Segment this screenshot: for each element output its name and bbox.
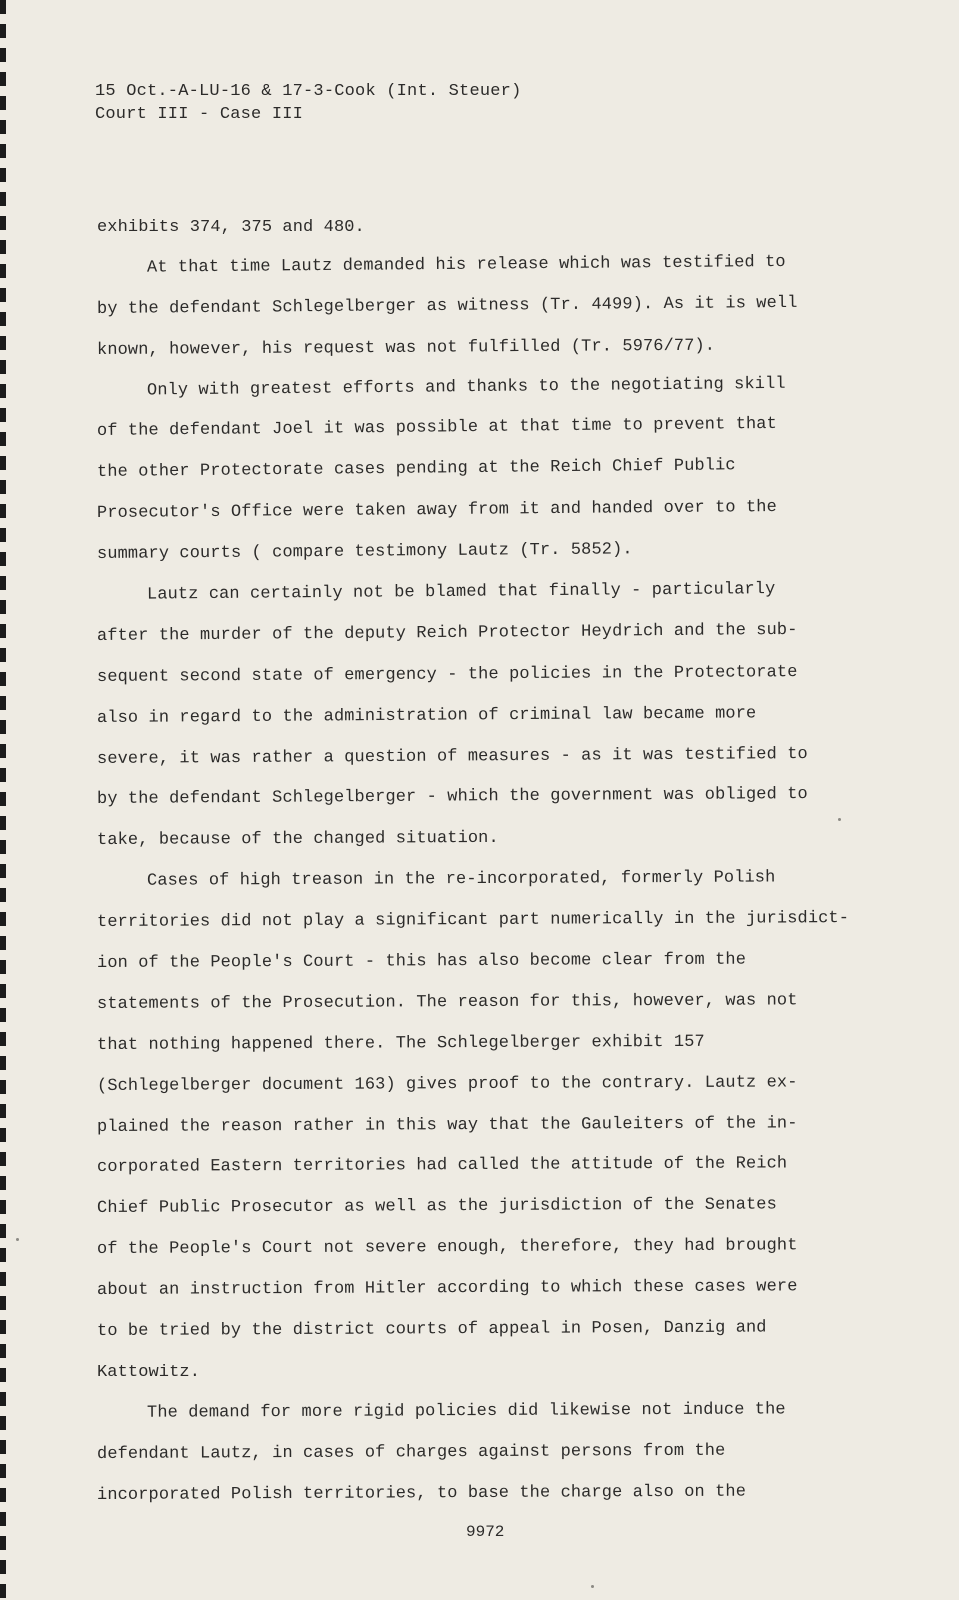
text-line: of the People's Court not severe enough, therefore, they had brought xyxy=(96,1236,798,1260)
text-line: also in regard to the administration of criminal law became more xyxy=(96,704,757,728)
text-line: that nothing happened there. The Schlegelberger exhibit 157 xyxy=(96,1032,705,1055)
text-line: At that time Lautz demanded his release which was testified to xyxy=(146,252,786,278)
text-line: plained the reason rather in this way that the Gauleiters of the in- xyxy=(96,1113,798,1137)
text-line: exhibits 374, 375 and 480. xyxy=(97,218,365,237)
text-line: after the murder of the deputy Reich Protector Heydrich and the sub- xyxy=(96,620,798,646)
text-line: by the defendant Schlegelberger as witness (Tr. 4499). As it is well xyxy=(96,293,798,319)
text-line: corporated Eastern territories had called the attitude of the Reich xyxy=(96,1154,788,1178)
text-line: summary courts ( compare testimony Lautz (Tr. 5852). xyxy=(96,540,633,565)
text-line: sequent second state of emergency - the policies in the Protectorate xyxy=(96,662,798,687)
text-line: (Schlegelberger document 163) gives proof to the contrary. Lautz ex- xyxy=(96,1073,798,1096)
header-court-line: Court III - Case III xyxy=(95,105,304,124)
text-line: the other Protectorate cases pending at the Reich Chief Public xyxy=(96,456,736,483)
page-number: 9972 xyxy=(466,1523,505,1541)
paper-speck xyxy=(16,1238,19,1241)
text-line: territories did not play a significant part numerically in the jurisdict- xyxy=(96,909,850,933)
text-line: take, because of the changed situation. xyxy=(96,829,499,851)
text-line: Kattowitz. xyxy=(97,1362,201,1382)
paper-speck xyxy=(591,1585,594,1588)
text-line: Prosecutor's Office were taken away from it and handed over to the xyxy=(96,498,777,524)
text-line: of the defendant Joel it was possible at that time to prevent that xyxy=(96,415,777,442)
document-body xyxy=(97,208,857,1517)
text-line: Cases of high treason in the re-incorporated, formerly Polish xyxy=(146,868,776,891)
text-line: ion of the People's Court - this has also become clear from the xyxy=(96,950,747,974)
text-line: Chief Public Prosecutor as well as the jurisdiction of the Senates xyxy=(96,1195,777,1219)
binding-edge xyxy=(0,0,6,1600)
text-line: about an instruction from Hitler according to which these cases were xyxy=(96,1277,798,1301)
paper-speck xyxy=(838,818,841,821)
text-line: severe, it was rather a question of measures - as it was testified to xyxy=(96,744,808,769)
text-line: known, however, his request was not fulfilled (Tr. 5976/77). xyxy=(96,336,716,360)
text-line: statements of the Prosecution. The reason for this, however, was not xyxy=(96,991,798,1014)
text-line: to be tried by the district courts of appeal in Posen, Danzig and xyxy=(96,1318,767,1342)
text-line: Only with greatest efforts and thanks to the negotiating skill xyxy=(146,374,786,401)
text-line: by the defendant Schlegelberger - which the government was obliged to xyxy=(96,785,808,810)
document-header xyxy=(95,80,521,126)
text-line: defendant Lautz, in cases of charges against persons from the xyxy=(96,1441,726,1464)
text-line: Lautz can certainly not be blamed that finally - particularly xyxy=(146,580,776,605)
header-reference-line: 15 Oct.-A-LU-16 & 17-3-Cook (Int. Steuer) xyxy=(95,82,522,101)
text-line: The demand for more rigid policies did likewise not induce the xyxy=(146,1400,786,1423)
text-line: incorporated Polish territories, to base the charge also on the xyxy=(96,1482,747,1505)
